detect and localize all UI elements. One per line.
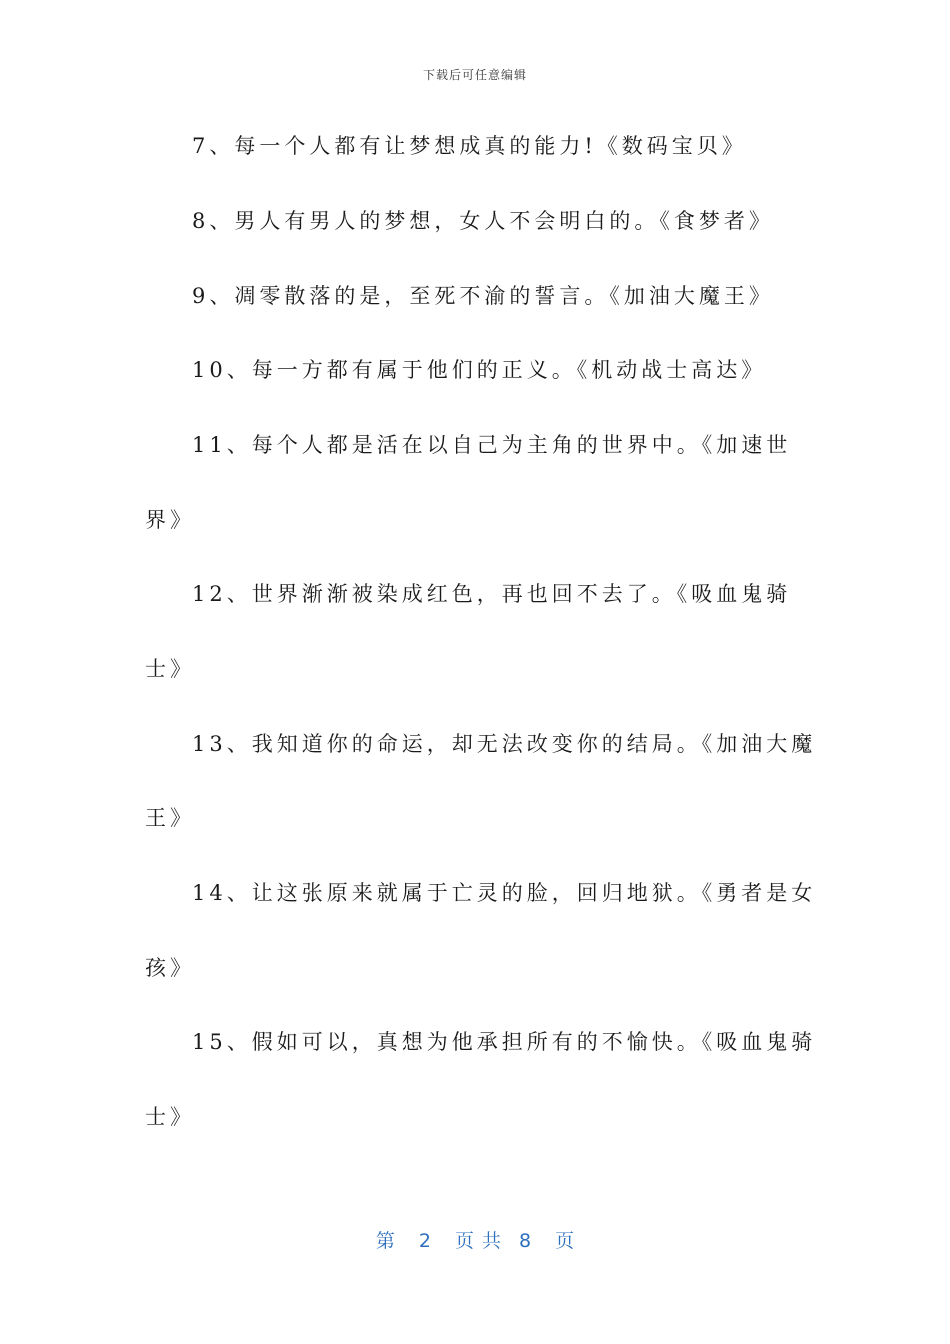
line-13: 13、我知道你的命运，却无法改变你的结局。《加油大魔 bbox=[192, 732, 817, 756]
page-header: 下载后可任意编辑 bbox=[422, 68, 527, 82]
line-9: 9、凋零散落的是，至死不渝的誓言。《加油大魔王》 bbox=[192, 284, 774, 308]
page-footer bbox=[0, 1226, 950, 1253]
line-12-cont: 士》 bbox=[145, 657, 195, 681]
line-14-cont: 孩》 bbox=[145, 956, 195, 980]
line-15: 15、假如可以，真想为他承担所有的不愉快。《吸血鬼骑 bbox=[192, 1030, 817, 1054]
line-12: 12、世界渐渐被染成红色，再也回不去了。《吸血鬼骑 bbox=[192, 582, 792, 606]
line-10: 10、每一方都有属于他们的正义。《机动战士高达》 bbox=[192, 358, 767, 382]
footer-current-page: 2 bbox=[418, 1230, 431, 1252]
line-15-cont: 士》 bbox=[145, 1105, 195, 1129]
line-14: 14、让这张原来就属于亡灵的脸，回归地狱。《勇者是女 bbox=[192, 881, 817, 905]
line-7: 7、每一个人都有让梦想成真的能力!《数码宝贝》 bbox=[192, 134, 747, 158]
footer-total-pages: 8 bbox=[519, 1230, 532, 1252]
line-13-cont: 王》 bbox=[145, 806, 195, 830]
footer-suffix: 页 bbox=[555, 1230, 575, 1252]
line-11-cont: 界》 bbox=[145, 508, 195, 532]
footer-prefix: 第 bbox=[375, 1230, 395, 1252]
line-11: 11、每个人都是活在以自己为主角的世界中。《加速世 bbox=[192, 433, 792, 457]
footer-middle: 页共 bbox=[454, 1230, 509, 1252]
line-8: 8、男人有男人的梦想，女人不会明白的。《食梦者》 bbox=[192, 209, 774, 233]
